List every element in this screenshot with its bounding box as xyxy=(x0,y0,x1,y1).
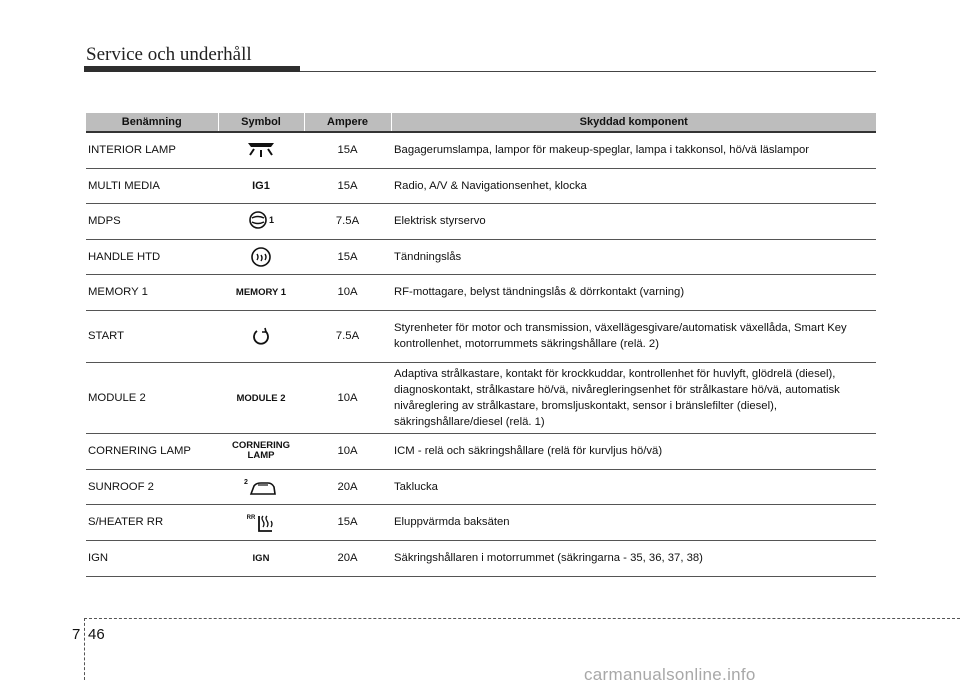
fuse-component: Taklucka xyxy=(391,469,876,504)
fuse-ampere: 10A xyxy=(304,362,391,433)
fuse-symbol-cell xyxy=(218,274,304,310)
interior-lamp-icon xyxy=(244,140,278,160)
fuse-ampere: 7.5A xyxy=(304,203,391,239)
fuse-name: IGN xyxy=(86,540,218,576)
fuse-symbol-cell xyxy=(218,469,304,504)
fuse-symbol-label: MODULE 2 xyxy=(236,392,286,404)
sunroof-icon xyxy=(248,478,278,498)
fuse-component: ICM - relä och säkringshållare (relä för kurvljus hö/vä) xyxy=(391,433,876,469)
fuse-symbol-label: RR xyxy=(246,514,256,521)
fuse-component: Tändningslås xyxy=(391,239,876,274)
fuse-ampere: 15A xyxy=(304,504,391,540)
table-header-row xyxy=(86,113,876,132)
fuse-name: S/HEATER RR xyxy=(86,504,218,540)
table-row xyxy=(86,540,876,576)
fuse-name: HANDLE HTD xyxy=(86,239,218,274)
column-header-symbol: Symbol xyxy=(218,113,304,132)
fuse-symbol-label: CORNERING LAMP xyxy=(231,440,291,461)
table-row xyxy=(86,203,876,239)
fuse-symbol-cell xyxy=(218,203,304,239)
fuse-symbol-label: 1 xyxy=(268,214,274,225)
fuse-ampere: 15A xyxy=(304,132,391,168)
fuse-component: RF-mottagare, belyst tändningslås & dörrkontakt (varning) xyxy=(391,274,876,310)
fuse-name: MDPS xyxy=(86,203,218,239)
column-header-component: Skyddad komponent xyxy=(391,113,876,132)
header-rule xyxy=(300,71,876,72)
table-row xyxy=(86,310,876,362)
table-row xyxy=(86,504,876,540)
fuse-name: SUNROOF 2 xyxy=(86,469,218,504)
table-row xyxy=(86,469,876,504)
seat-heater-icon xyxy=(255,513,275,535)
steering-icon xyxy=(248,210,268,230)
fuse-ampere: 20A xyxy=(304,540,391,576)
fuse-component: Elektrisk styrservo xyxy=(391,203,876,239)
fuse-name: MEMORY 1 xyxy=(86,274,218,310)
fuse-name: INTERIOR LAMP xyxy=(86,132,218,168)
column-header-name: Benämning xyxy=(86,113,218,132)
watermark: carmanualsonline.info xyxy=(584,665,756,684)
header-bar xyxy=(84,66,300,72)
fuse-symbol-cell xyxy=(218,504,304,540)
table-row xyxy=(86,132,876,168)
fuse-symbol-cell xyxy=(218,433,304,469)
table-row xyxy=(86,274,876,310)
fuse-symbol-cell xyxy=(218,132,304,168)
fuse-symbol-cell xyxy=(218,362,304,433)
fuse-ampere: 15A xyxy=(304,168,391,203)
fuse-symbol-cell xyxy=(218,168,304,203)
start-icon xyxy=(251,326,271,346)
fuse-component: Adaptiva strålkastare, kontakt för krockkuddar, kontrollenhet för huvlyft, glödrelä (diesel), diagnoskontakt, strålkastare hö/vä, nivåregleringsenhet för strålkastare hö/vä, automatisk nivåreglering av strålkastare, bromsljuskontakt, sensor i bränslefilter (diesel), säkringshållare/diesel (relä. 1) xyxy=(391,362,876,433)
chapter-number: 7 xyxy=(72,626,81,643)
table-row xyxy=(86,433,876,469)
fuse-ampere: 15A xyxy=(304,239,391,274)
fuse-table xyxy=(86,113,876,577)
fuse-name: CORNERING LAMP xyxy=(86,433,218,469)
table-row xyxy=(86,239,876,274)
fuse-symbol-cell xyxy=(218,310,304,362)
fuse-component: Styrenheter för motor och transmission, växellägesgivare/automatisk växellåda, Smart Key kontrollenhet, motorrummets säkringshållare (relä. 2) xyxy=(391,310,876,362)
fuse-ampere: 20A xyxy=(304,469,391,504)
fuse-name: START xyxy=(86,310,218,362)
fuse-symbol-label: MEMORY 1 xyxy=(235,287,287,298)
fuse-symbol-cell xyxy=(218,239,304,274)
fuse-symbol-label: 2 xyxy=(244,479,248,486)
column-header-ampere: Ampere xyxy=(304,113,391,132)
heated-handle-icon xyxy=(250,246,272,268)
table-row xyxy=(86,168,876,203)
fuse-symbol-label: IG1 xyxy=(252,179,270,192)
fuse-ampere: 10A xyxy=(304,274,391,310)
fuse-name: MODULE 2 xyxy=(86,362,218,433)
footer-rule xyxy=(84,618,960,619)
fuse-ampere: 7.5A xyxy=(304,310,391,362)
footer-divider xyxy=(84,618,85,680)
page-header-title: Service och underhåll xyxy=(86,44,252,65)
fuse-name: MULTI MEDIA xyxy=(86,168,218,203)
table-row xyxy=(86,362,876,433)
page-number: 46 xyxy=(88,626,105,643)
fuse-component: Säkringshållaren i motorrummet (säkringarna - 35, 36, 37, 38) xyxy=(391,540,876,576)
fuse-symbol-label: IGN xyxy=(252,553,270,564)
fuse-symbol-cell xyxy=(218,540,304,576)
fuse-ampere: 10A xyxy=(304,433,391,469)
fuse-component: Eluppvärmda baksäten xyxy=(391,504,876,540)
fuse-component: Radio, A/V & Navigationsenhet, klocka xyxy=(391,168,876,203)
fuse-component: Bagagerumslampa, lampor för makeup-speglar, lampa i takkonsol, hö/vä läslampor xyxy=(391,132,876,168)
